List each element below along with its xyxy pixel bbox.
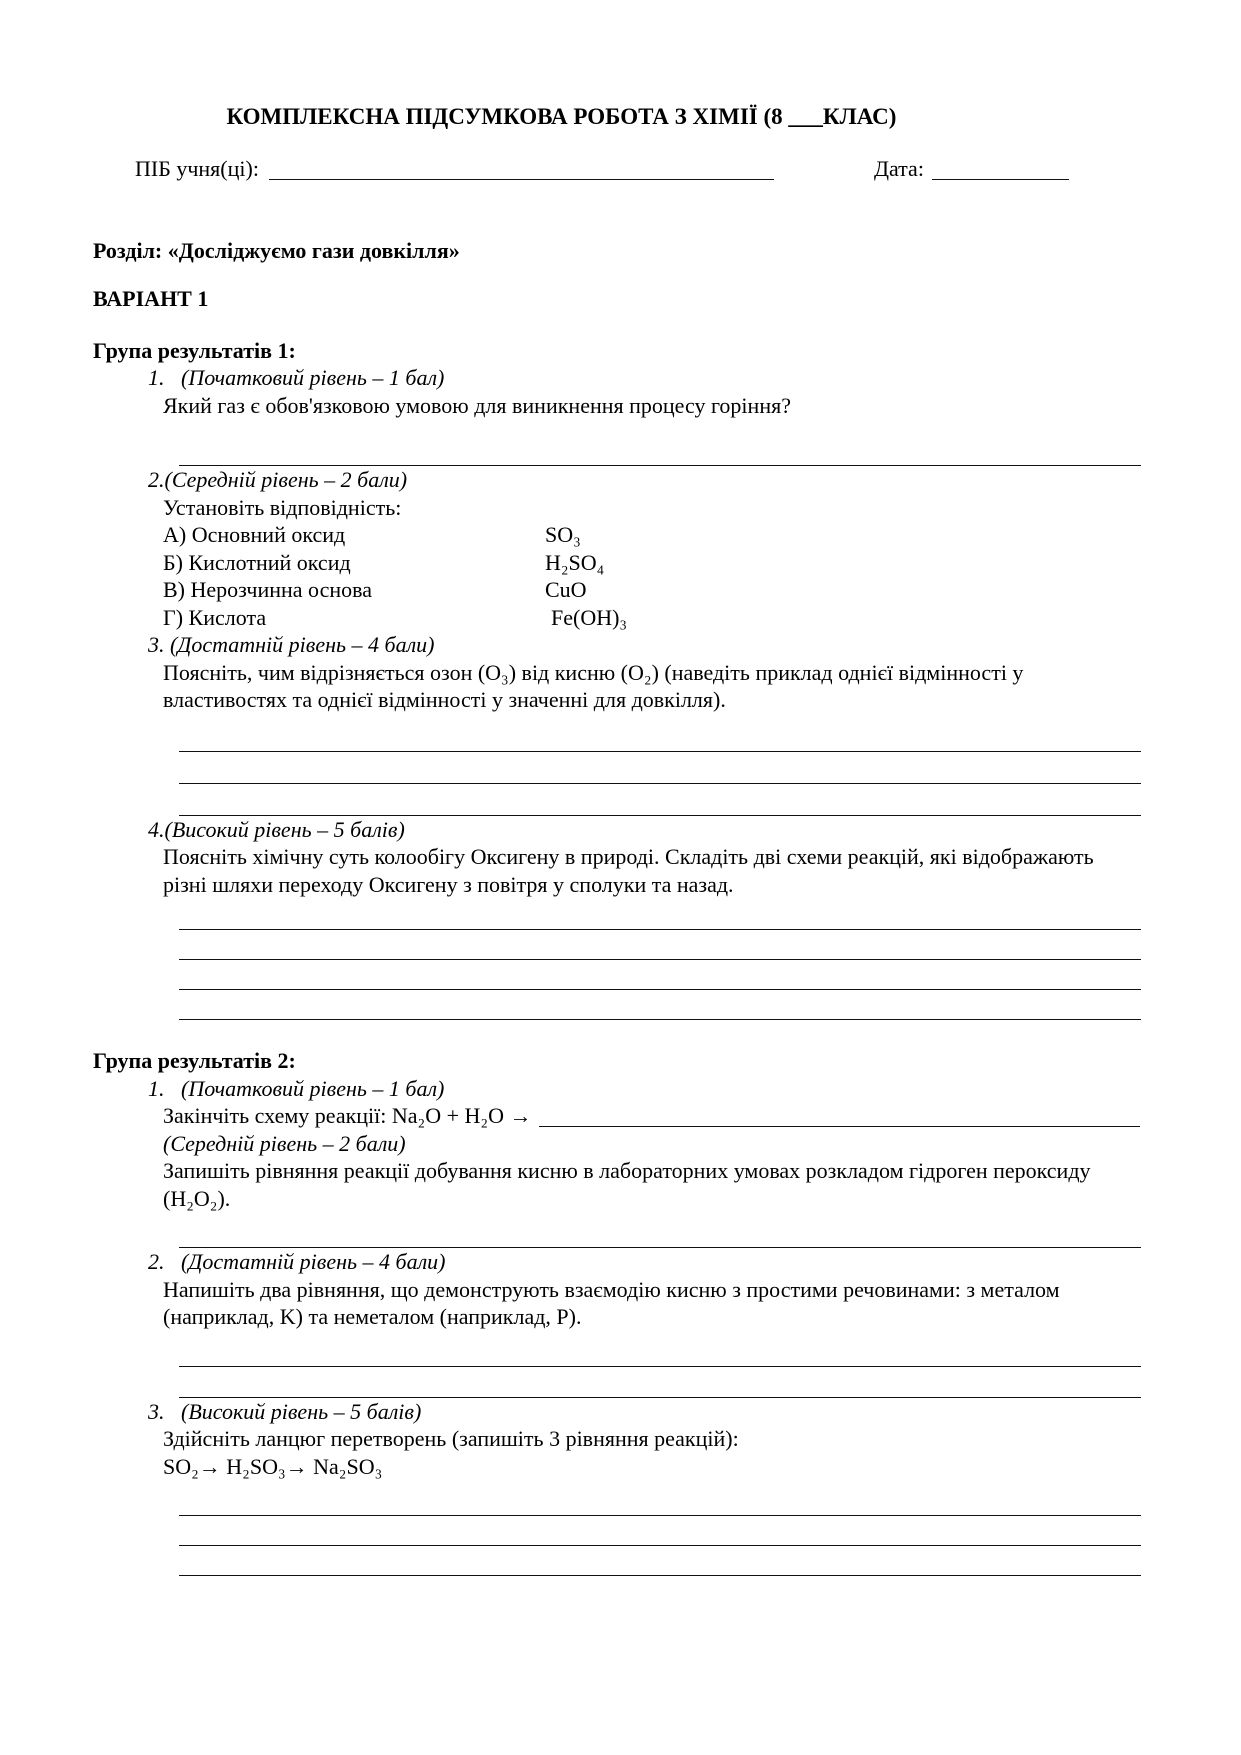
match-row xyxy=(93,521,1140,549)
g2-q1-question-row xyxy=(93,1102,1140,1130)
g1-q1-level-label: 1. (Початковий рівень – 1 бал) xyxy=(148,365,445,390)
answer-line[interactable] xyxy=(179,1546,1141,1576)
answer-line[interactable] xyxy=(179,752,1141,784)
match-option: Г) Кислота xyxy=(163,604,267,630)
student-name-field[interactable] xyxy=(269,163,774,180)
answer-line[interactable] xyxy=(179,1215,1141,1248)
match-row xyxy=(93,549,1140,577)
date-label: Дата: xyxy=(873,156,924,181)
match-formula: SO₃ xyxy=(545,522,581,547)
g2-q3-reaction-chain: SO₂→ H₂SO₃→ Na₂SO₃ xyxy=(163,1453,383,1479)
variant-title: ВАРІАНТ 1 xyxy=(93,286,209,311)
g2-q1-subquestion-text: Запишіть рівняння реакції добування кисню в лабораторних умовах розкладом гідроген пероксиду (H₂O₂). xyxy=(163,1158,1097,1211)
match-option: А) Основний оксид xyxy=(163,522,346,547)
g2-q2-question-text: Напишіть два рівняння, що демонструють взаємодію кисню з простими речовинами: з металом (наприклад, K) та неметалом (наприклад, P). xyxy=(163,1276,1066,1329)
answer-line[interactable] xyxy=(179,990,1141,1020)
match-formula: H₂SO₄ xyxy=(545,549,605,575)
g2-q3-level-label: 3. (Високий рівень – 5 балів) xyxy=(148,1398,422,1424)
g1-q3-question-text: Поясніть, чим відрізняється озон (O₃) від кисню (O₂) (наведіть приклад однієї відмінності у властивостях та однієї відмінності у значенні для довкілля). xyxy=(163,659,1029,712)
g2-q3-question-text: Здійсніть ланцюг перетворень (запишіть 3 рівняння реакцій): xyxy=(163,1426,739,1451)
answer-line[interactable] xyxy=(179,717,1141,752)
g1-q3-level-label: 3. (Достатній рівень – 4 бали) xyxy=(148,632,435,657)
answer-line[interactable] xyxy=(179,960,1141,990)
date-field[interactable] xyxy=(932,163,1069,180)
answer-blank[interactable] xyxy=(539,1110,1140,1127)
g1-q2-question-text: Установіть відповідність: xyxy=(163,494,402,520)
g2-q2-level-label: 2. (Достатній рівень – 4 бали) xyxy=(148,1249,446,1274)
answer-line[interactable] xyxy=(179,1486,1141,1516)
student-id-row xyxy=(93,155,1140,183)
g2-q1-question-text: Закінчіть схему реакції: Na₂O + H₂O → xyxy=(163,1103,532,1128)
student-name-label: ПІБ учня(ці): xyxy=(135,156,259,181)
section-title: Розділ: «Досліджуємо гази довкілля» xyxy=(93,237,460,263)
document-title: КОМПЛЕКСНА ПІДСУМКОВА РОБОТА З ХІМІЇ (8 ___КЛАС) xyxy=(226,104,897,129)
answer-line[interactable] xyxy=(179,1367,1141,1398)
match-row xyxy=(93,576,1140,604)
answer-line[interactable] xyxy=(179,1516,1141,1546)
group-2-heading: Група результатів 2: xyxy=(93,1048,296,1073)
match-formula: Fe(OH)₃ xyxy=(551,604,628,630)
answer-line[interactable] xyxy=(179,784,1141,816)
answer-line[interactable] xyxy=(179,419,1141,466)
g1-q4-level-label: 4.(Високий рівень – 5 балів) xyxy=(148,816,405,842)
answer-line[interactable] xyxy=(179,930,1141,960)
g1-q4-question-text: Поясніть хімічну суть колообігу Оксигену в природі. Складіть дві схеми реакцій, які відображають різні шляхи переходу Оксигену з повітря у сполуки та назад. xyxy=(163,844,1100,897)
group-1-heading: Група результатів 1: xyxy=(93,337,296,363)
g1-q1-question-text: Який газ є обов'язковою умовою для виникнення процесу горіння? xyxy=(163,392,791,418)
g2-q1-level-label: 1. (Початковий рівень – 1 бал) xyxy=(148,1075,445,1101)
g2-q1-sublevel-label: (Середній рівень – 2 бали) xyxy=(163,1130,406,1156)
match-formula: CuO xyxy=(545,577,587,602)
match-row xyxy=(93,604,1140,632)
answer-line[interactable] xyxy=(179,900,1141,930)
match-option: Б) Кислотний оксид xyxy=(163,549,351,575)
answer-line[interactable] xyxy=(179,1336,1141,1367)
g1-q2-level-label: 2.(Середній рівень – 2 бали) xyxy=(148,467,408,492)
match-option: В) Нерозчинна основа xyxy=(163,577,372,602)
